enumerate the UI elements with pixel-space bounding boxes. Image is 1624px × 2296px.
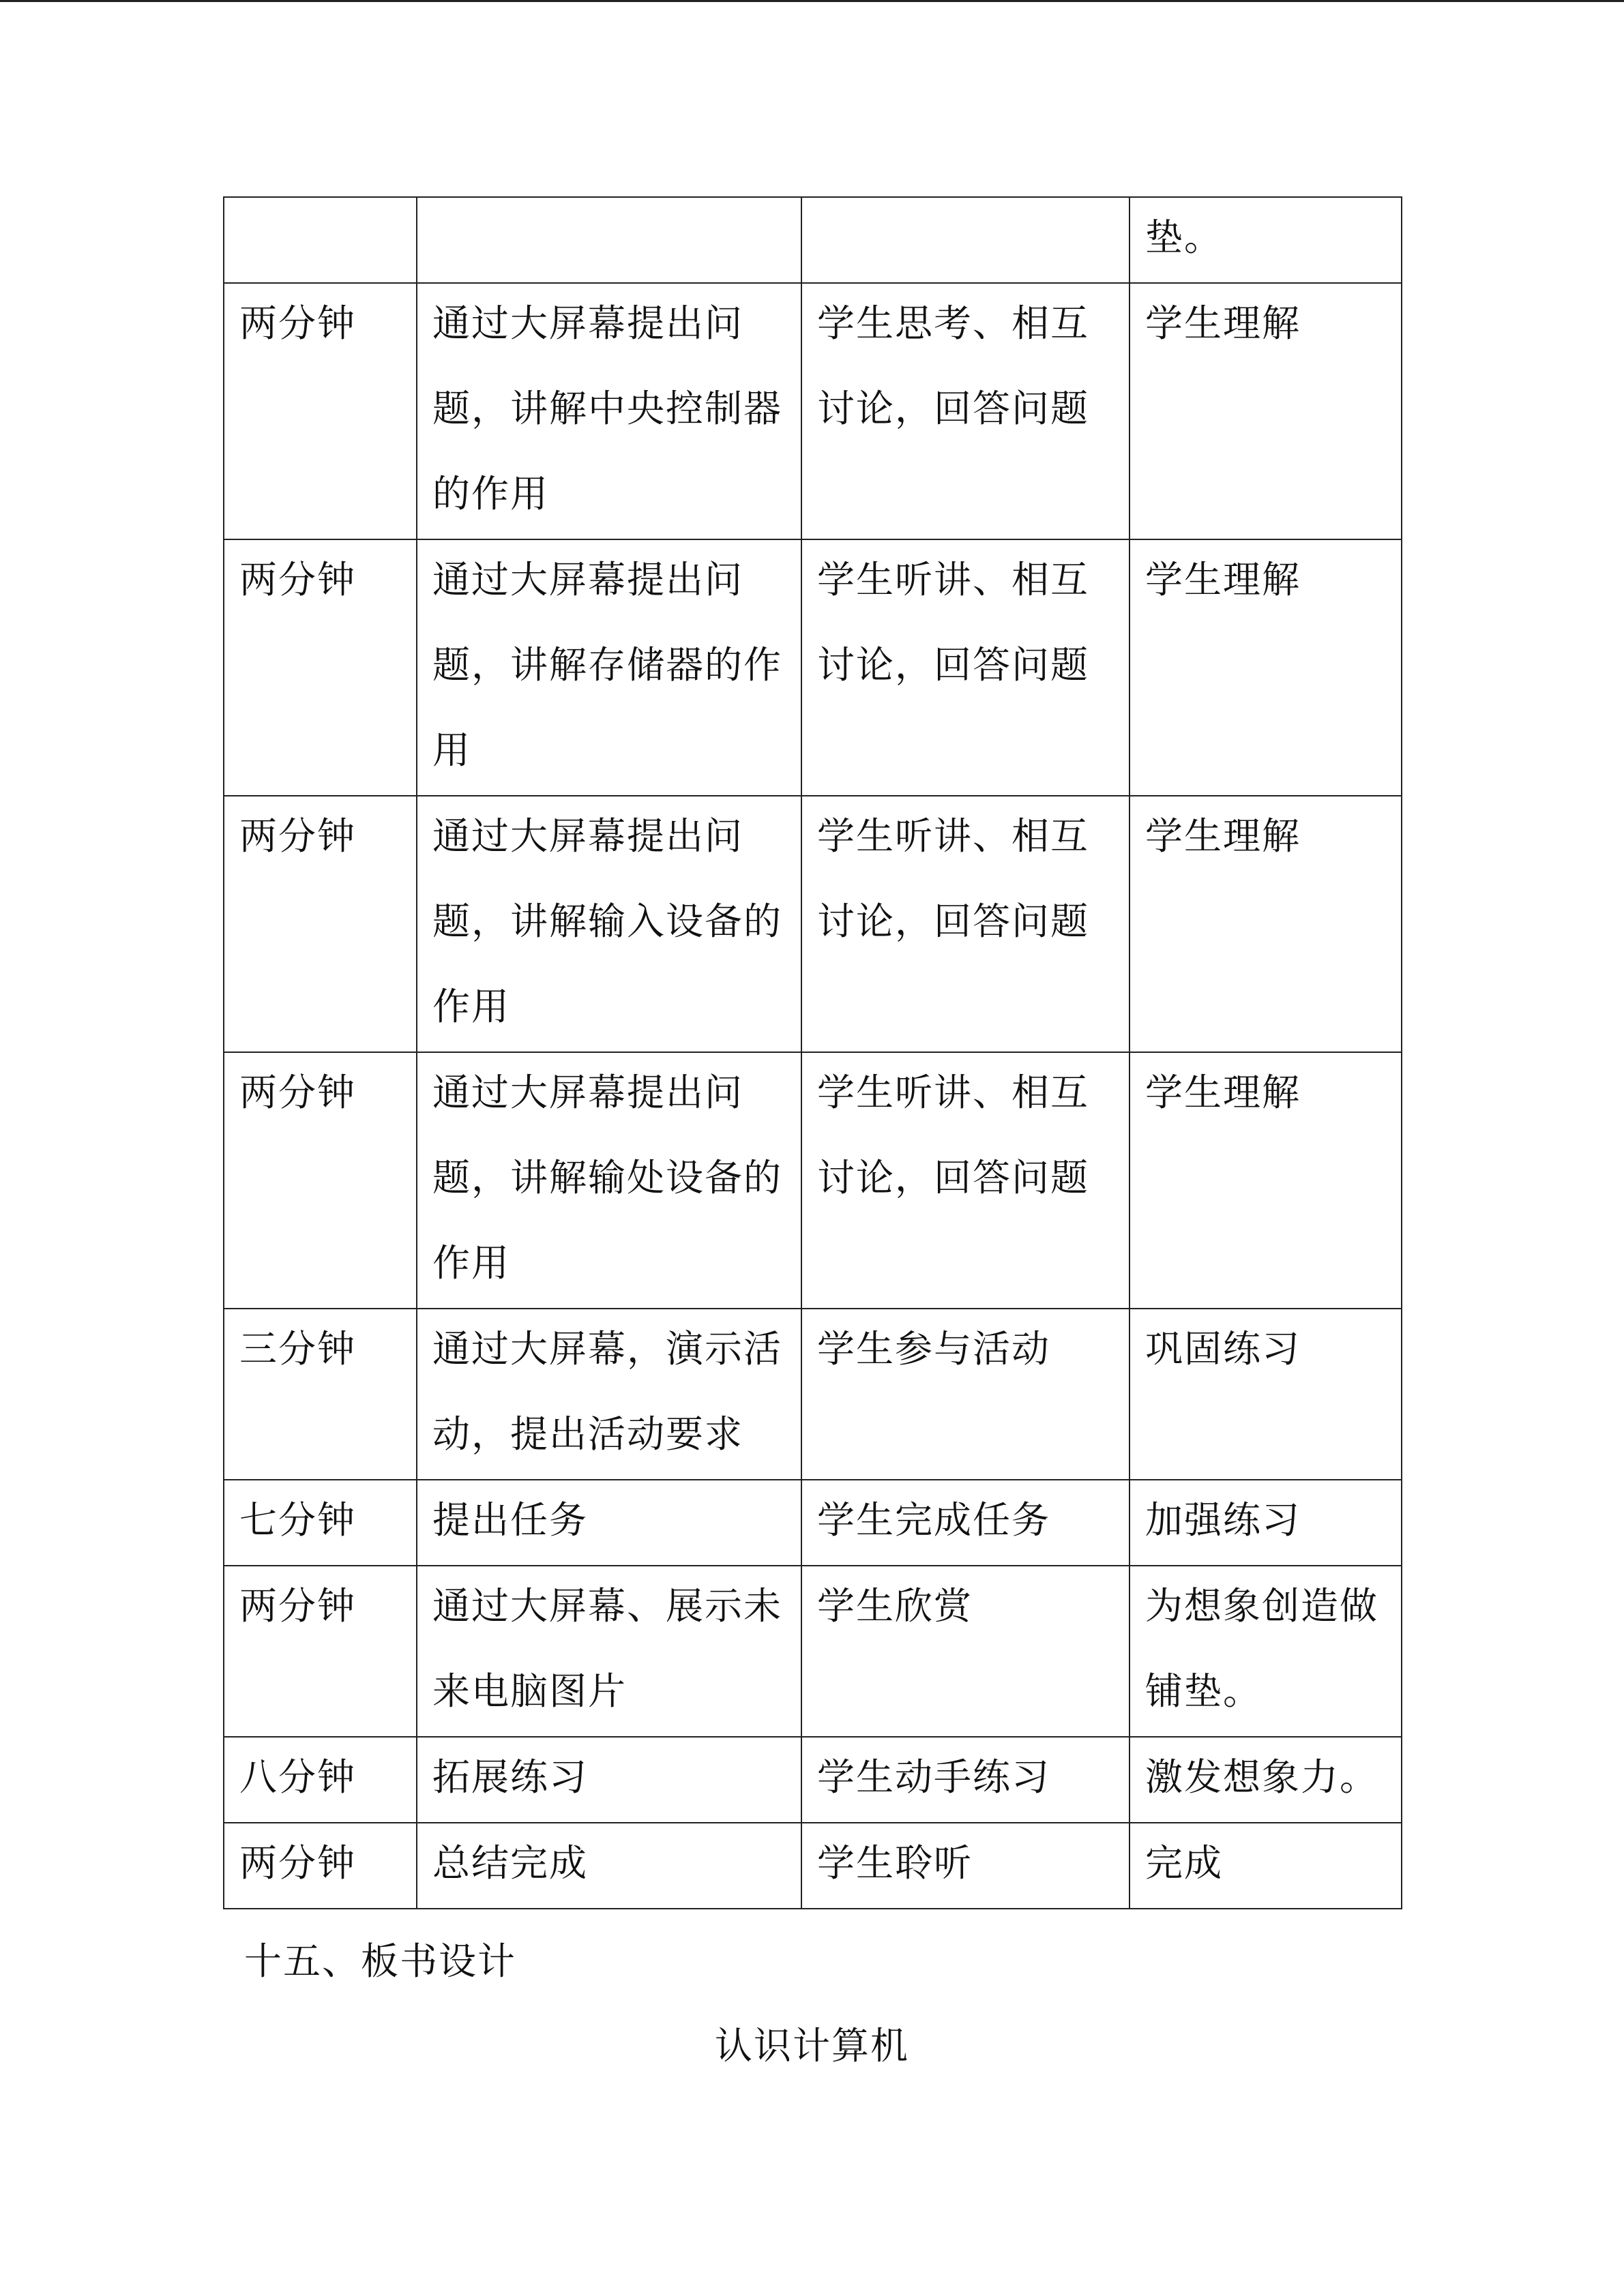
table-row <box>224 539 1402 796</box>
teacher-activity-cell: 拓展练习 <box>417 1737 801 1823</box>
purpose-cell: 学生理解 <box>1130 1052 1402 1309</box>
purpose-cell: 激发想象力。 <box>1130 1737 1402 1823</box>
teacher-activity-cell: 通过大屏幕提出问题，讲解输处设备的作用 <box>417 1052 801 1309</box>
purpose-cell: 完成 <box>1130 1823 1402 1909</box>
student-activity-cell: 学生完成任务 <box>801 1480 1130 1566</box>
table-row <box>224 1566 1402 1737</box>
teacher-activity-cell: 总结完成 <box>417 1823 801 1909</box>
teacher-activity-cell <box>417 197 801 283</box>
student-activity-cell: 学生听讲、相互讨论，回答问题 <box>801 1052 1130 1309</box>
time-cell: 七分钟 <box>224 1480 417 1566</box>
purpose-cell: 加强练习 <box>1130 1480 1402 1566</box>
table-row <box>224 1823 1402 1909</box>
table-row <box>224 197 1402 283</box>
student-activity-cell: 学生思考、相互讨论，回答问题 <box>801 283 1130 539</box>
teacher-activity-cell: 通过大屏幕提出问题，讲解中央控制器的作用 <box>417 283 801 539</box>
table-row <box>224 1052 1402 1309</box>
purpose-cell: 垫。 <box>1130 197 1402 283</box>
time-cell: 两分钟 <box>224 1052 417 1309</box>
time-cell: 两分钟 <box>224 539 417 796</box>
time-cell: 八分钟 <box>224 1737 417 1823</box>
table-row <box>224 1309 1402 1480</box>
student-activity-cell: 学生动手练习 <box>801 1737 1130 1823</box>
time-cell: 两分钟 <box>224 796 417 1052</box>
purpose-cell: 学生理解 <box>1130 283 1402 539</box>
purpose-cell: 为想象创造做铺垫。 <box>1130 1566 1402 1737</box>
time-cell: 两分钟 <box>224 1566 417 1737</box>
student-activity-cell: 学生聆听 <box>801 1823 1130 1909</box>
purpose-cell: 巩固练习 <box>1130 1309 1402 1480</box>
student-activity-cell <box>801 197 1130 283</box>
teacher-activity-cell: 通过大屏幕提出问题，讲解存储器的作用 <box>417 539 801 796</box>
student-activity-cell: 学生听讲、相互讨论，回答问题 <box>801 796 1130 1052</box>
table-row <box>224 283 1402 539</box>
lesson-plan-table <box>223 196 1402 1909</box>
page-top-border <box>0 0 1624 2</box>
time-cell: 三分钟 <box>224 1309 417 1480</box>
teacher-activity-cell: 通过大屏幕，演示活动，提出活动要求 <box>417 1309 801 1480</box>
purpose-cell: 学生理解 <box>1130 796 1402 1052</box>
table-row <box>224 1480 1402 1566</box>
table-row <box>224 1737 1402 1823</box>
table-row <box>224 796 1402 1052</box>
board-design-title: 认识计算机 <box>714 2024 909 2068</box>
student-activity-cell: 学生参与活动 <box>801 1309 1130 1480</box>
time-cell: 两分钟 <box>224 1823 417 1909</box>
student-activity-cell: 学生欣赏 <box>801 1566 1130 1737</box>
purpose-cell: 学生理解 <box>1130 539 1402 796</box>
time-cell <box>224 197 417 283</box>
teacher-activity-cell: 通过大屏幕、展示未来电脑图片 <box>417 1566 801 1737</box>
section-heading: 十五、板书设计 <box>244 1939 517 1983</box>
teacher-activity-cell: 提出任务 <box>417 1480 801 1566</box>
student-activity-cell: 学生听讲、相互讨论，回答问题 <box>801 539 1130 796</box>
teacher-activity-cell: 通过大屏幕提出问题，讲解输入设备的作用 <box>417 796 801 1052</box>
time-cell: 两分钟 <box>224 283 417 539</box>
